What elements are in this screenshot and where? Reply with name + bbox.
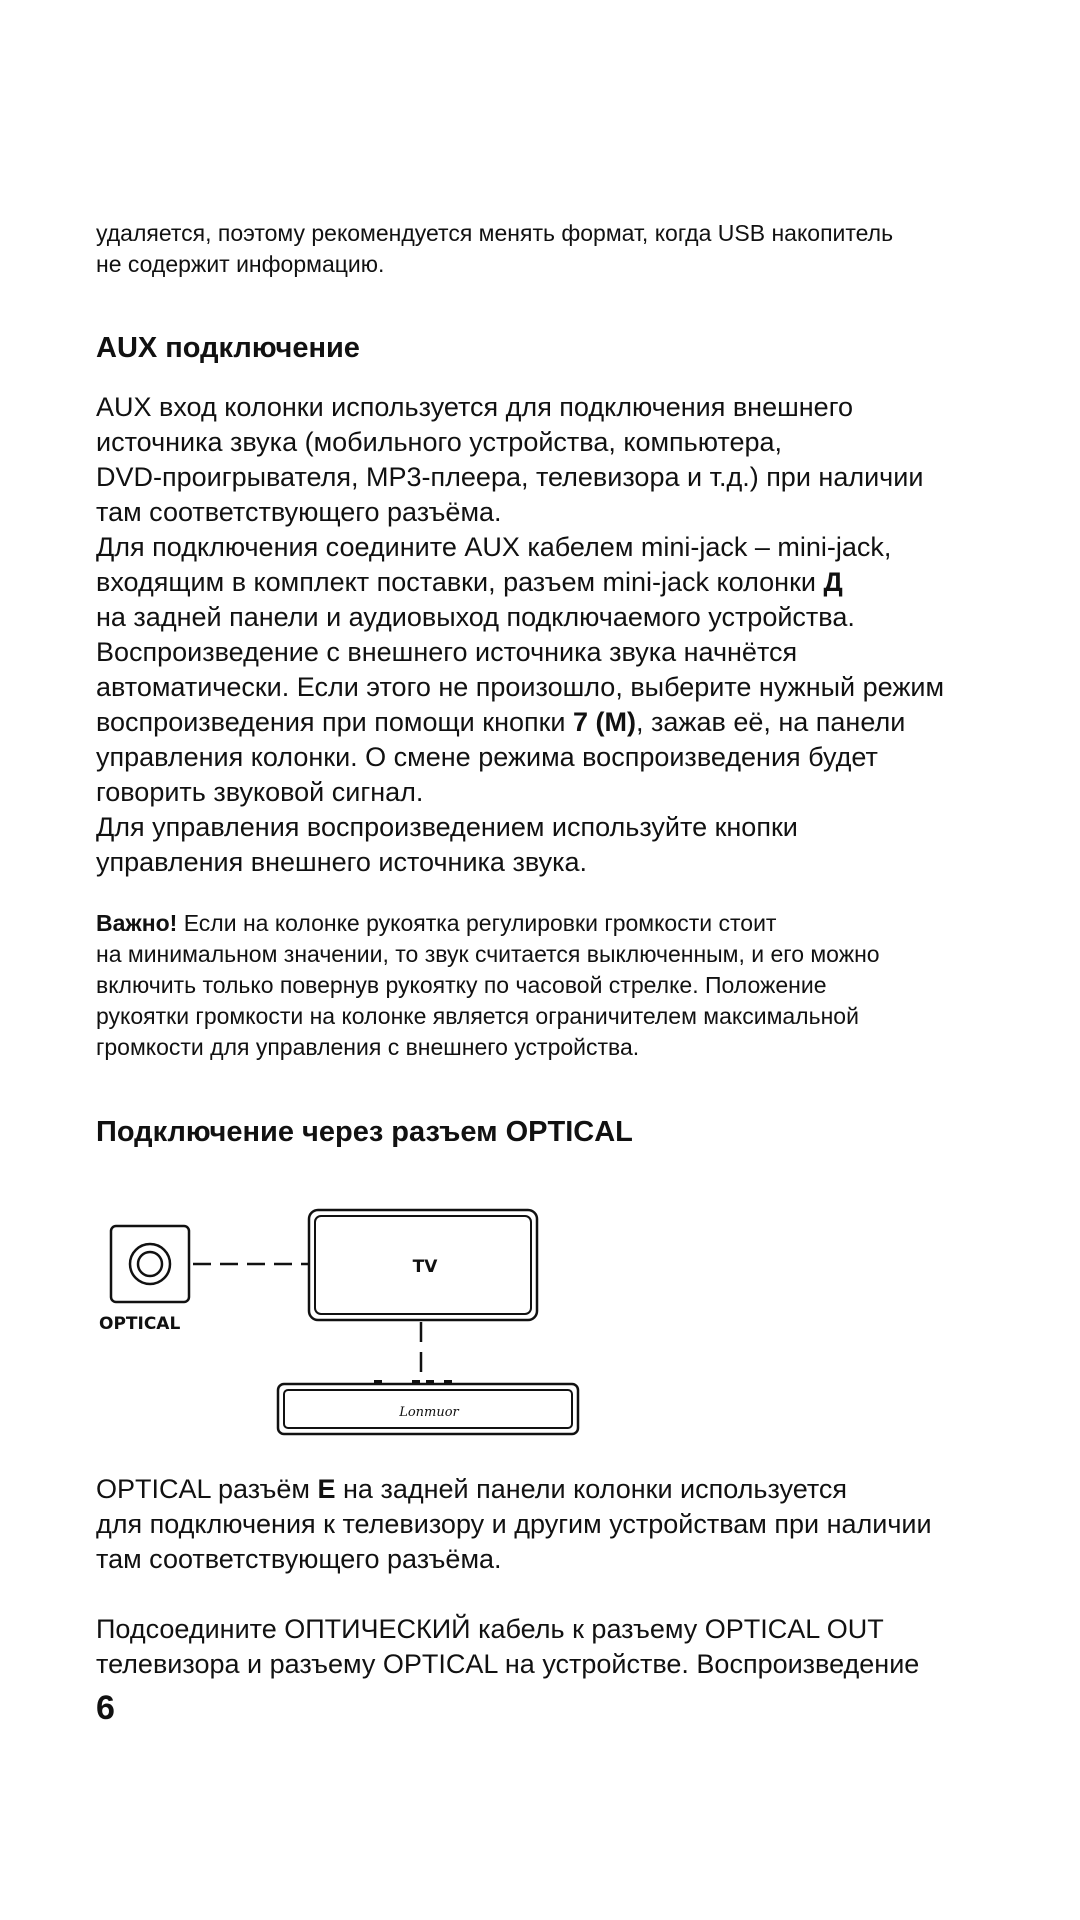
aux-text: , зажав её, на панели <box>636 707 906 737</box>
brand-logo: Lonmuor <box>399 1405 459 1420</box>
aux-line <box>96 705 1016 740</box>
optical-text: на задней панели колонки используется <box>335 1474 848 1504</box>
aux-line: DVD-проигрывателя, MP3-плеера, телевизора и т.д.) при наличии <box>96 462 924 492</box>
intro-line: удаляется, поэтому рекомендуется менять формат, когда USB накопитель <box>96 220 894 246</box>
aux-line: там соответствующего разъёма. <box>96 497 502 527</box>
optical-port-label: OPTICAL <box>99 1314 181 1334</box>
optical-connection-diagram <box>96 1200 616 1440</box>
intro-paragraph <box>96 218 996 280</box>
note-text: Если на колонке рукоятка регулировки громкости стоит <box>177 910 777 936</box>
aux-line: Для подключения соедините AUX кабелем mini-jack – mini-jack, <box>96 532 892 562</box>
optical-bold-ref: E <box>317 1474 336 1504</box>
optical-line: телевизора и разъему OPTICAL на устройстве. Воспроизведение <box>96 1649 920 1679</box>
aux-bold-ref: 7 (M) <box>573 707 637 737</box>
note-line: включить только повернув рукоятку по часовой стрелке. Положение <box>96 972 827 998</box>
aux-bold-ref: Д <box>823 567 843 597</box>
aux-text: входящим в комплект поставки, разъем mini-jack колонки <box>96 567 824 597</box>
aux-line: источника звука (мобильного устройства, компьютера, <box>96 427 782 457</box>
note-line: на минимальном значении, то звук считается выключенным, и его можно <box>96 941 880 967</box>
aux-line: на задней панели и аудиовыход подключаемого устройства. <box>96 602 855 632</box>
aux-line: говорить звуковой сигнал. <box>96 777 424 807</box>
aux-text: воспроизведения при помощи кнопки <box>96 707 574 737</box>
optical-port-icon <box>111 1226 189 1302</box>
page-number: 6 <box>96 1689 115 1727</box>
optical-line: там соответствующего разъёма. <box>96 1544 502 1574</box>
aux-line: Воспроизведение с внешнего источника звука начнётся <box>96 637 798 667</box>
optical-line: для подключения к телевизору и другим устройствам при наличии <box>96 1509 932 1539</box>
aux-line <box>96 565 1016 600</box>
manual-page <box>96 0 996 1920</box>
aux-line: AUX вход колонки используется для подключения внешнего <box>96 392 853 422</box>
aux-line: управления внешнего источника звука. <box>96 847 587 877</box>
optical-line: Подсоедините ОПТИЧЕСКИЙ кабель к разъему OPTICAL OUT <box>96 1614 884 1644</box>
optical-paragraph <box>96 1472 1016 1577</box>
optical-heading: Подключение через разъем OPTICAL <box>96 1116 633 1148</box>
aux-paragraph <box>96 390 1016 880</box>
intro-line: не содержит информацию. <box>96 251 385 277</box>
note-line <box>96 908 996 939</box>
aux-line: управления колонки. О смене режима воспроизведения будет <box>96 742 878 772</box>
aux-line: автоматически. Если этого не произошло, выберите нужный режим <box>96 672 945 702</box>
note-label: Важно! <box>96 910 178 936</box>
note-line: громкости для управления с внешнего устройства. <box>96 1034 640 1060</box>
aux-line: Для управления воспроизведением используйте кнопки <box>96 812 798 842</box>
optical-text: OPTICAL разъём <box>96 1474 318 1504</box>
optical-line <box>96 1472 1016 1507</box>
important-note <box>96 908 996 1063</box>
tv-label: TV <box>412 1257 438 1277</box>
note-line: рукоятки громкости на колонке является ограничителем максимальной <box>96 1003 859 1029</box>
optical-paragraph <box>96 1612 1016 1682</box>
aux-heading: AUX подключение <box>96 332 360 364</box>
